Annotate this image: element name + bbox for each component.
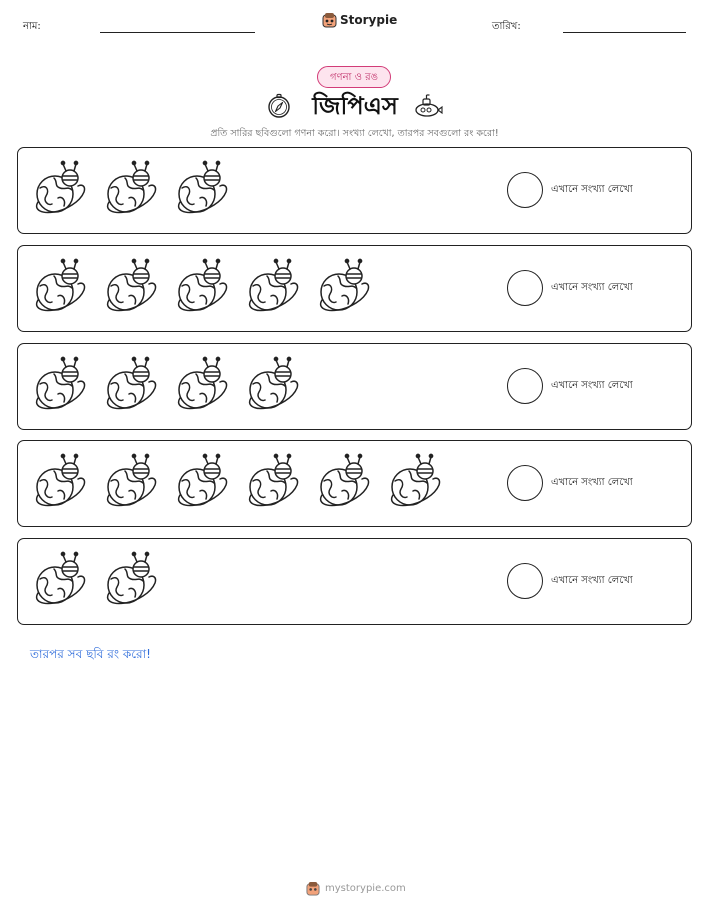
storypie-logo-icon [306, 881, 320, 896]
globe-with-ant-icon [243, 256, 301, 322]
globe-with-ant-icon [314, 451, 372, 517]
date-label: তারিখ: [492, 21, 521, 32]
counting-row-2 [17, 245, 692, 332]
brand-name: Storypie [340, 13, 398, 27]
globe-with-ant-icon [30, 451, 88, 517]
answer-label: এখানে সংখ্যা লেখো [551, 380, 633, 391]
answer-label: এখানে সংখ্যা লেখো [551, 282, 633, 293]
globe-with-ant-icon [385, 451, 443, 517]
row-pictures [30, 451, 443, 517]
globe-with-ant-icon [30, 158, 88, 224]
globe-with-ant-icon [30, 549, 88, 615]
date-line[interactable] [563, 32, 686, 33]
globe-with-ant-icon [172, 158, 230, 224]
globe-with-ant-icon [101, 549, 159, 615]
submarine-icon [414, 93, 444, 119]
globe-with-ant-icon [30, 256, 88, 322]
site-footer [306, 881, 406, 896]
name-line[interactable] [100, 32, 255, 33]
globe-with-ant-icon [101, 354, 159, 420]
counting-row-4 [17, 440, 692, 527]
globe-with-ant-icon [172, 256, 230, 322]
counting-row-3 [17, 343, 692, 430]
answer-label: এখানে সংখ্যা লেখো [551, 575, 633, 586]
answer-label: এখানে সংখ্যা লেখো [551, 477, 633, 488]
globe-with-ant-icon [243, 354, 301, 420]
globe-with-ant-icon [101, 451, 159, 517]
globe-with-ant-icon [172, 451, 230, 517]
brand-logo [322, 12, 397, 28]
globe-with-ant-icon [243, 451, 301, 517]
globe-with-ant-icon [314, 256, 372, 322]
answer-circle[interactable] [507, 368, 543, 404]
title-row [0, 90, 709, 124]
answer-circle[interactable] [507, 270, 543, 306]
compass-icon [266, 93, 292, 119]
globe-with-ant-icon [172, 354, 230, 420]
page-title: জিপিএস [312, 92, 398, 120]
row-pictures [30, 354, 301, 420]
instructions: প্রতি সারির ছবিগুলো গণনা করো। সংখ্যা লেখো, তারপর সবগুলো রং করো! [210, 128, 499, 139]
answer-circle[interactable] [507, 465, 543, 501]
row-pictures [30, 256, 372, 322]
storypie-logo-icon [322, 12, 337, 28]
row-pictures [30, 158, 230, 224]
globe-with-ant-icon [101, 158, 159, 224]
globe-with-ant-icon [30, 354, 88, 420]
name-label: নাম: [23, 21, 41, 32]
row-pictures [30, 549, 159, 615]
answer-circle[interactable] [507, 563, 543, 599]
site-url: mystorypie.com [325, 883, 406, 894]
color-instruction: তারপর সব ছবি রং করো! [30, 647, 151, 661]
answer-label: এখানে সংখ্যা লেখো [551, 184, 633, 195]
counting-row-1 [17, 147, 692, 234]
category-tag: গণনা ও রঙ [317, 66, 391, 88]
counting-row-5 [17, 538, 692, 625]
globe-with-ant-icon [101, 256, 159, 322]
answer-circle[interactable] [507, 172, 543, 208]
